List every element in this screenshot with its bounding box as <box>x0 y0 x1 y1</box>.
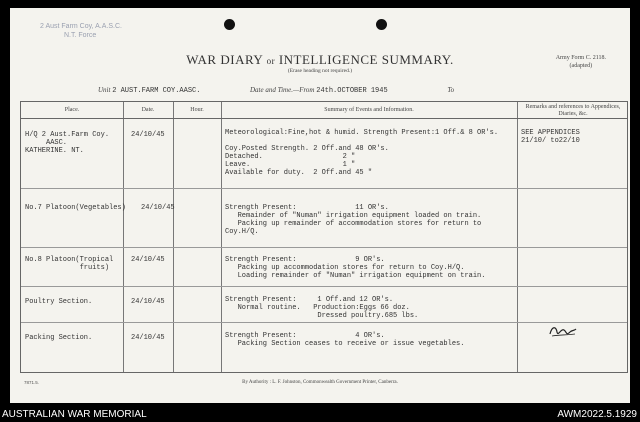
header-place: Place. <box>64 107 80 113</box>
form-number: Army Form C. 2118. (adapted) <box>555 55 606 69</box>
date-cell: 24/10/45 <box>141 204 175 212</box>
summary-cell: Strength Present: 11 OR's. Remainder of "Numan" irrigation equipment loaded on train. Packing up remainder of accommodation stores for return to Coy.H/Q. <box>225 204 482 236</box>
title-part: INTELLIGENCE SUMMARY. <box>278 52 454 67</box>
unit-stamp <box>40 22 122 40</box>
place-cell: No.7 Platoon(Vegetables) <box>25 204 126 212</box>
date-cell: 24/10/45 <box>131 298 165 306</box>
caption-source: AUSTRALIAN WAR MEMORIAL <box>2 409 147 420</box>
place-cell: Packing Section. <box>25 334 93 342</box>
header-date: Date. <box>141 107 155 113</box>
date-cell: 24/10/45 <box>131 131 165 139</box>
header-remarks: Remarks and references to Appendices, Diaries, &c. <box>525 104 621 117</box>
diary-table <box>20 101 628 373</box>
form-code: 7871.5. <box>24 380 40 385</box>
unit-value: 2 AUST.FARM COY.AASC. <box>112 87 201 95</box>
stamp-line: 2 Aust Farm Coy, A.A.S.C. <box>40 23 122 30</box>
summary-cell: Strength Present: 4 OR's. Packing Section ceases to receive or issue vegetables. <box>225 332 465 348</box>
date-cell: 24/10/45 <box>131 256 165 264</box>
header-hour: Hour. <box>190 107 204 113</box>
place-cell: H/Q 2 Aust.Farm Coy. AASC. KATHERINE. NT. <box>25 131 110 155</box>
summary-cell: Meteorological:Fine,hot & humid. Strength Present:1 Off.& 8 OR's. Coy.Posted Strength. 2 Off.and 48 OR's. Detached. 2 " Leave. 1 " Available for duty. 2 Off.and 45 " <box>225 129 499 177</box>
diary-page <box>10 8 630 403</box>
punch-hole <box>224 19 235 30</box>
title-part: WAR DIARY <box>186 52 263 67</box>
printer-line: By Authority : L. F. Johnston, Commonwealth Government Printer, Canberra. <box>242 380 398 385</box>
date-value: 24th.OCTOBER 1945 <box>316 87 388 95</box>
place-cell: Poultry Section. <box>25 298 93 306</box>
summary-cell: Strength Present: 9 OR's. Packing up accommodation stores for return to Coy.H/Q. Loading remainder of "Numan" irrigation equipment on train. <box>225 256 486 280</box>
caption-id: AWM2022.5.1929 <box>557 409 637 420</box>
unit-line: Unit 2 AUST.FARM COY.AASC. <box>98 86 201 95</box>
stamp-line: N.T. Force <box>64 32 97 39</box>
title-or: or <box>266 56 276 66</box>
date-line: Date and Time.—From 24th.OCTOBER 1945 To <box>250 86 455 95</box>
header-summary: Summary of Events and Information. <box>324 107 414 113</box>
date-cell: 24/10/45 <box>131 334 165 342</box>
signature <box>548 322 578 340</box>
place-cell: No.8 Platoon(Tropical fruits) <box>25 256 114 272</box>
page-title <box>10 52 630 68</box>
remarks-cell: SEE APPENDICES 21/10/ to22/10 <box>521 129 580 145</box>
summary-cell: Strength Present: 1 Off.and 12 OR's. Normal routine. Production:Eggs 66 doz. Dressed poultry.685 lbs. <box>225 296 419 320</box>
title-note: (Erase heading not required.) <box>287 68 353 74</box>
punch-hole <box>376 19 387 30</box>
